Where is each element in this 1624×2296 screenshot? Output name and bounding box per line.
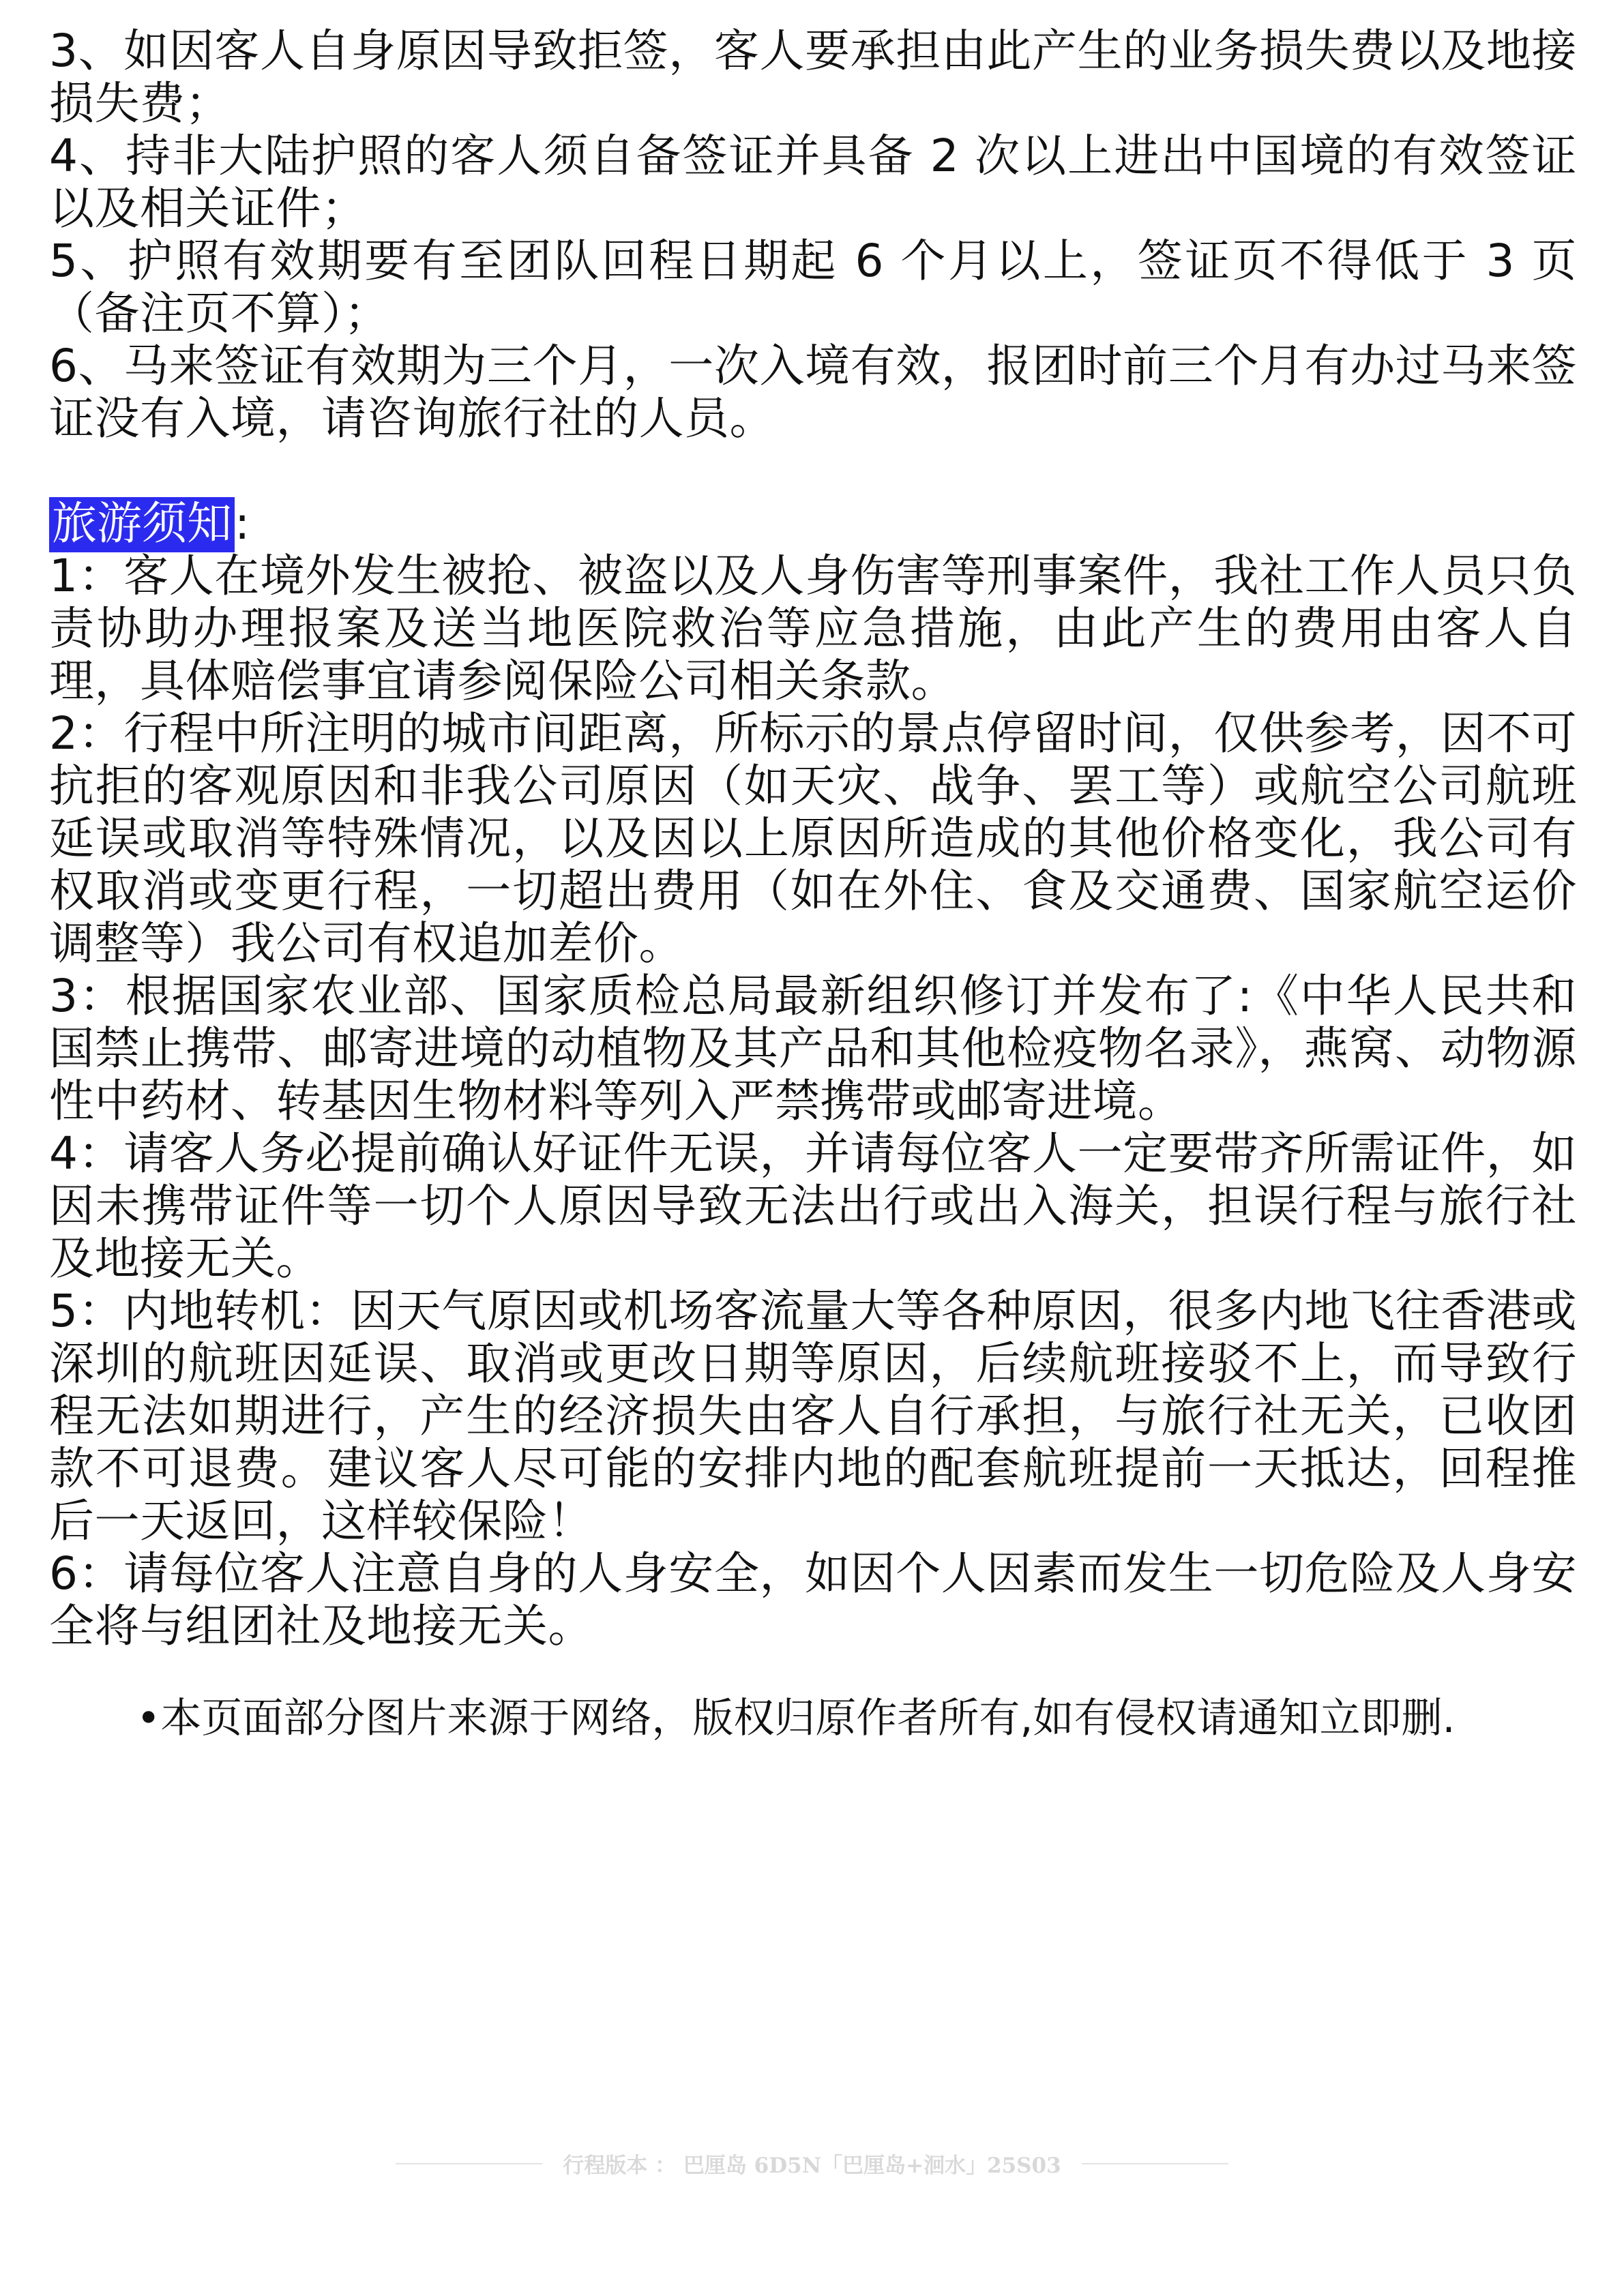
travel-notice-item-5: 5：内地转机：因天气原因或机场客流量大等各种原因，很多内地飞往香港或深圳的航班因延误、取消或更改日期等原因，后续航班接驳不上，而导致行程无法如期进行，产生的经济损失由客人自行承担，与旅行社无关，已收团款不可退费。建议客人尽可能的安排内地的配套航班提前一天抵达，回程推后一天返回，这样较保险！	[49, 1285, 1577, 1547]
travel-notice-item-2: 2：行程中所注明的城市间距离，所标示的景点停留时间，仅供参考，因不可抗拒的客观原因和非我公司原因（如天灾、战争、罢工等）或航空公司航班延误或取消等特殊情况，以及因以上原因所造成的其他价格变化，我公司有权取消或变更行程，一切超出费用（如在外住、食及交通费、国家航空运价调整等）我公司有权追加差价。	[49, 707, 1577, 970]
travel-notice-item-6: 6：请每位客人注意自身的人身安全，如因个人因素而发生一切危险及人身安全将与组团社及地接无关。	[49, 1547, 1577, 1652]
section-spacer	[49, 445, 1577, 497]
travel-notice-colon: :	[235, 497, 250, 550]
footer-version-text: 行程版本 ： 巴厘岛 6D5N「巴厘岛+洄水」25S03	[563, 2153, 1061, 2178]
travel-notice-item-1: 1：客人在境外发生被抢、被盗以及人身伤害等刑事案件，我社工作人员只负责协助办理报案及送当地医院救治等应急措施，由此产生的费用由客人自理，具体赔偿事宜请参阅保险公司相关条款。	[49, 550, 1577, 707]
travel-notice-item-3: 3：根据国家农业部、国家质检总局最新组织修订并发布了:《中华人民共和国禁止携带、邮寄进境的动植物及其产品和其他检疫物名录》，燕窝、动物源性中药材、转基因生物材料等列入严禁携带或邮寄进境。	[49, 970, 1577, 1127]
document-body	[49, 25, 1577, 1652]
footer-right-rule	[1082, 2163, 1228, 2164]
visa-note-5: 5、护照有效期要有至团队回程日期起 6 个月以上，签证页不得低于 3 页（备注页不算）；	[49, 235, 1577, 340]
visa-note-6: 6、马来签证有效期为三个月，一次入境有效，报团时前三个月有办过马来签证没有入境，请咨询旅行社的人员。	[49, 340, 1577, 445]
footer-left-rule	[396, 2163, 542, 2164]
page-footer	[0, 2148, 1624, 2179]
image-copyright-notice: •本页面部分图片来源于网络，版权归原作者所有,如有侵权请通知立即删.	[136, 1695, 1456, 1742]
travel-notice-item-4: 4：请客人务必提前确认好证件无误，并请每位客人一定要带齐所需证件，如因未携带证件等一切个人原因导致无法出行或出入海关，担误行程与旅行社及地接无关。	[49, 1127, 1577, 1285]
travel-notice-title: 旅游须知	[49, 497, 235, 552]
visa-note-4: 4、持非大陆护照的客人须自备签证并具备 2 次以上进出中国境的有效签证以及相关证件；	[49, 130, 1577, 235]
visa-notes	[49, 25, 1577, 445]
visa-note-3: 3、如因客人自身原因导致拒签，客人要承担由此产生的业务损失费以及地接损失费；	[49, 25, 1577, 130]
travel-notice-section	[49, 497, 1577, 1652]
travel-notice-heading	[49, 497, 1577, 550]
